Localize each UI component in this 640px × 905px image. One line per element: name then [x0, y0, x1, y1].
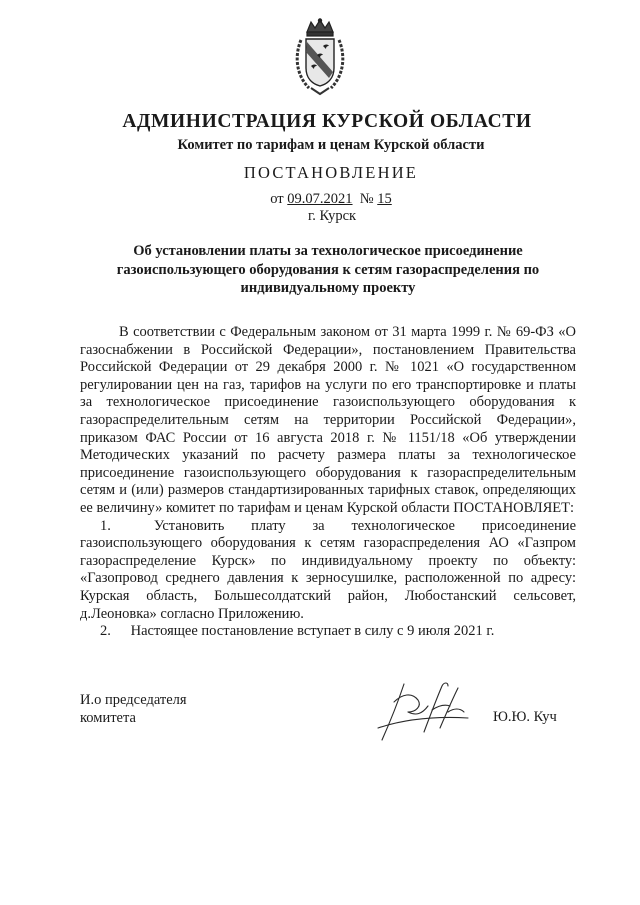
document-subject: Об установлении платы за технологическое присоединение газоиспользующего оборудования к сетям газораспределения по индивидуальному проекту — [116, 243, 540, 296]
item-number: 1. — [100, 517, 111, 534]
item-number: 2. — [100, 623, 111, 640]
list-item — [80, 518, 576, 624]
position-line-2: комитета — [80, 710, 136, 726]
number-prefix: № — [359, 191, 374, 207]
item-text: Установить плату за технологическое присоединение газоиспользующего оборудования к сетям газораспределения АО «Газпром газораспределение Курск» по индивидуальному проекту по объекту: «Газопровод среднего давления к зерносушилке, расположенной по адресу: Курская область, Большесолдатский район, Любостанский сельсовет, д.Леоновка» согласно Приложению. — [80, 517, 577, 622]
position-line-1: И.о председателя — [80, 692, 187, 708]
preamble-paragraph: В соответствии с Федеральным законом от 31 марта 1999 г. № 69-ФЗ «О газоснабжении в Российской Федерации», постановлением Правительства Российской Федерации от 29 декабря 2000 г. № 1021 «О государственном регулировании цен на газ, тарифов на услуги по его транспортировке и платы за технологическое присоединение газоиспользующего оборудования к газораспределительным сетям на территории Российской Федерации», приказом ФАС России от 16 августа 2018 г. № 1151/18 «Об утверждении Методических указаний по расчету размера платы за технологическое присоединение газоиспользующего оборудования к газораспределительным сетям и (или) размеров стандартизированных тарифных ставок, определяющих ее величину» комитет по тарифам и ценам Курской области ПОСТАНОВЛЯЕТ: — [80, 324, 576, 516]
signatory-position — [80, 691, 187, 727]
document-body — [80, 324, 576, 641]
document-number: 15 — [377, 191, 392, 207]
kursk-coat-of-arms-emblem — [293, 18, 347, 98]
document-city: г. Курск — [307, 208, 357, 224]
organization-title: АДМИНИСТРАЦИЯ КУРСКОЙ ОБЛАСТИ — [122, 111, 532, 132]
item-text: Настоящее постановление вступает в силу с 9 июля 2021 г. — [130, 623, 495, 640]
handwritten-signature — [372, 672, 472, 744]
date-prefix: от — [270, 191, 284, 207]
committee-name: Комитет по тарифам и ценам Курской области — [177, 137, 485, 153]
signer-name: Ю.Ю. Куч — [493, 709, 557, 725]
document-date-number-line — [0, 191, 640, 208]
list-item — [80, 623, 576, 641]
document-type: ПОСТАНОВЛЕНИЕ — [243, 163, 419, 182]
document-date: 09.07.2021 — [287, 191, 353, 207]
